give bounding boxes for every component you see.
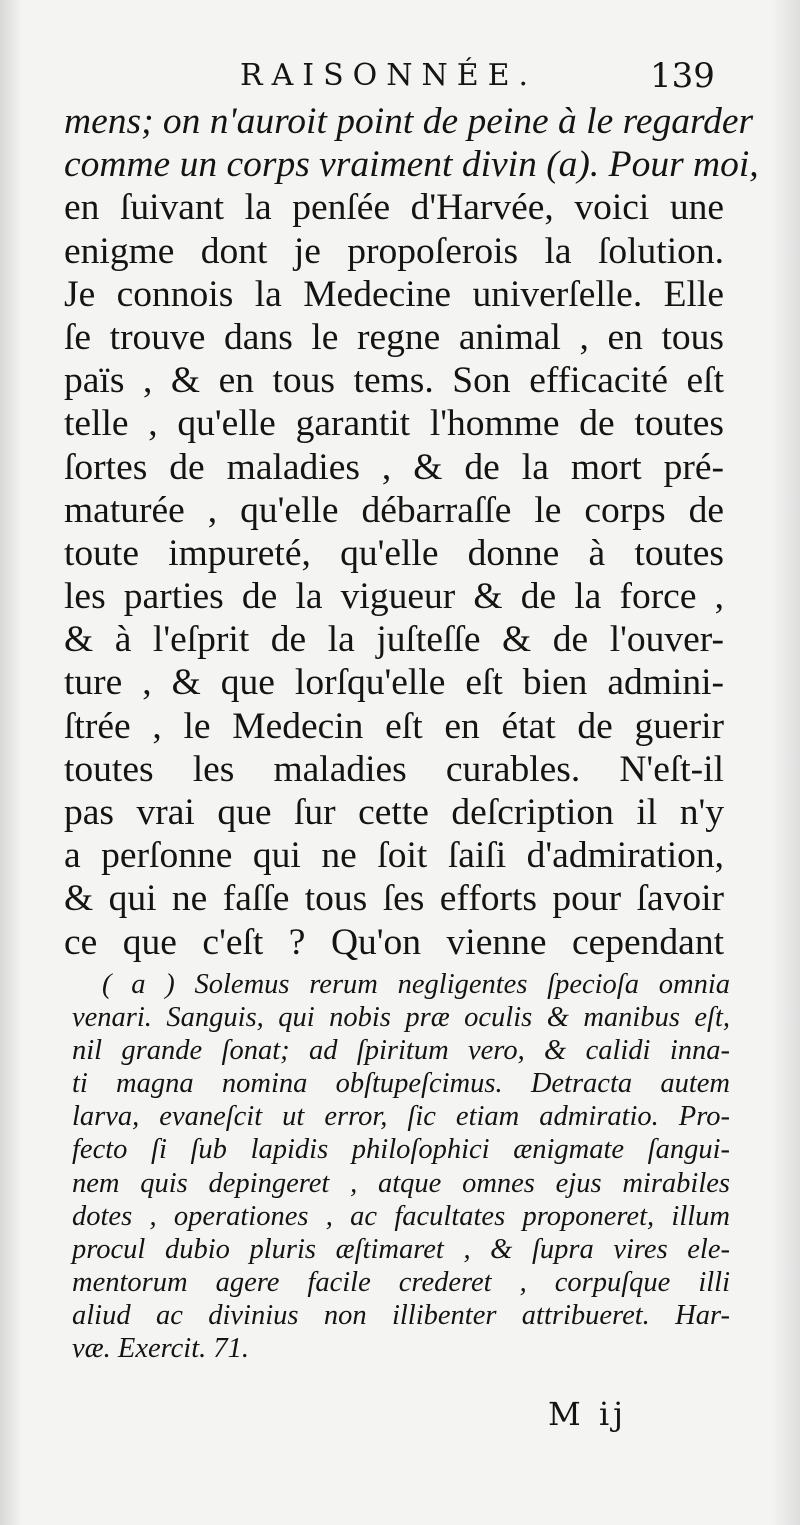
footnote-line: procul dubio pluris æſtimaret , & ſupra vires ele- bbox=[72, 1233, 730, 1265]
text-line: ſtrée , le Medecin eſt en état de guerir bbox=[64, 705, 724, 747]
main-text bbox=[64, 100, 759, 964]
text-line: toute impureté, qu'elle donne à toutes bbox=[64, 532, 724, 574]
page-shadow-right bbox=[770, 0, 800, 1525]
text-line: ture , & que lorſqu'elle eſt bien admini- bbox=[64, 662, 724, 704]
footnote-line: nil grande ſonat; ad ſpiritum vero, & calidi inna- bbox=[72, 1035, 730, 1067]
text-line: ſortes de maladies , & de la mort pré- bbox=[64, 446, 724, 488]
text-line: & à l'eſprit de la juſteſſe & de l'ouver- bbox=[64, 619, 724, 661]
text-line: Je connois la Medecine univerſelle. Elle bbox=[64, 273, 724, 315]
page-shadow-left bbox=[0, 0, 22, 1525]
signature-mark: M ij bbox=[548, 1395, 628, 1433]
footnote-line: ( a ) Solemus rerum negligentes ſpecioſa omnia bbox=[102, 969, 730, 1000]
footnote-line: ti magna nomina obſtupeſcimus. Detracta autem bbox=[72, 1068, 730, 1100]
text-line: toutes les maladies curables. N'eſt-il bbox=[64, 748, 724, 790]
footnote-line: venari. Sanguis, qui nobis præ oculis & manibus eſt, bbox=[72, 1002, 730, 1034]
text-line: enigme dont je propoſerois la ſolution. bbox=[64, 230, 724, 272]
footnote-line: dotes , operationes , ac facultates proponeret, illum bbox=[72, 1200, 730, 1232]
footnote-line: aliud ac divinius non illibenter attribueret. Har- bbox=[72, 1299, 730, 1331]
footnote-line: mentorum agere facile crederet , corpuſque illi bbox=[72, 1266, 730, 1298]
text-line: & qui ne faſſe tous ſes efforts pour ſavoir bbox=[64, 878, 724, 920]
footnote-line: fecto ſi ſub lapidis philoſophici ænigmate ſangui- bbox=[72, 1134, 730, 1166]
text-line: les parties de la vigueur & de la force , bbox=[64, 576, 724, 618]
text-line: a perſonne qui ne ſoit ſaiſi d'admiration, bbox=[64, 835, 724, 877]
page-number: 139 bbox=[650, 56, 715, 96]
text-line: pas vrai que ſur cette deſcription il n'y bbox=[64, 792, 724, 833]
text-line: maturée , qu'elle débarraſſe le corps de bbox=[64, 489, 724, 531]
footnote bbox=[72, 968, 730, 1365]
text-line: en ſuivant la penſée d'Harvée, voici une bbox=[64, 187, 724, 229]
text-line: ſe trouve dans le regne animal , en tous bbox=[64, 316, 724, 358]
running-head: RAISONNÉE. bbox=[240, 58, 538, 93]
text-line: telle , qu'elle garantit l'homme de toutes bbox=[64, 403, 724, 445]
text-line: païs , & en tous tems. Son efficacité eſt bbox=[64, 360, 724, 402]
footnote-line: nem quis depingeret , atque omnes ejus mirabiles bbox=[72, 1167, 730, 1199]
footnote-line: larva, evaneſcit ut error, ſic etiam admiratio. Pro- bbox=[72, 1101, 730, 1133]
footnote-line: væ. Exercit. 71. bbox=[72, 1333, 250, 1365]
text-line: ce que c'eſt ? Qu'on vienne cependant bbox=[64, 921, 724, 963]
text-line: mens; on n'auroit point de peine à le regarder bbox=[64, 101, 754, 142]
text-line: comme un corps vraiment divin (a). Pour moi, bbox=[64, 144, 759, 186]
